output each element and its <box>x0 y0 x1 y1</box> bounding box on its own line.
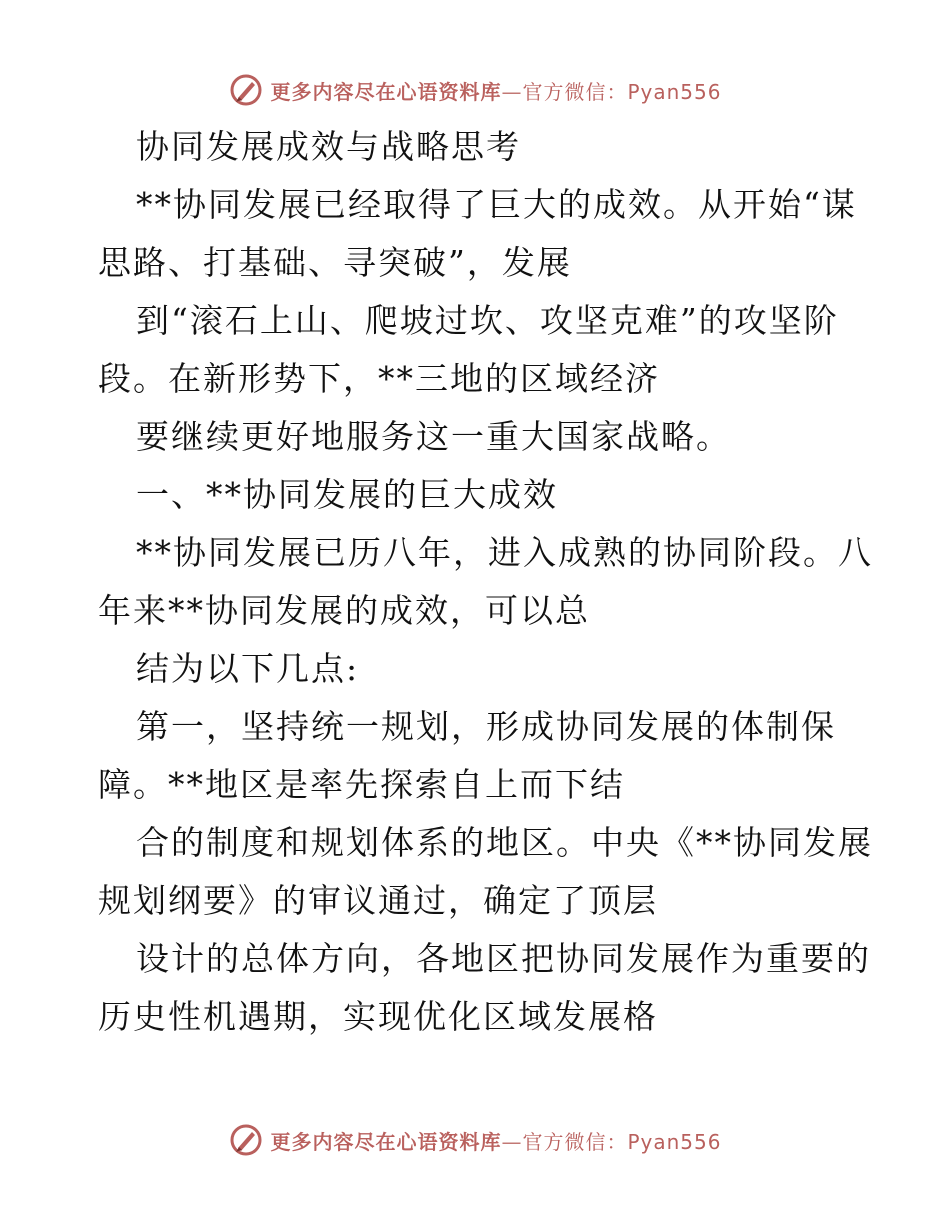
watermark-suffix: 官方微信：Pyan556 <box>522 1129 722 1154</box>
pen-logo-icon <box>228 1122 264 1158</box>
watermark-separator: — <box>501 1129 523 1154</box>
text-line: 障。**地区是率先探索自上而下结 <box>98 765 625 804</box>
text-line: 年来**协同发展的成效，可以总 <box>98 591 590 630</box>
text-line: 一、**协同发展的巨大成效 <box>136 475 558 514</box>
pen-logo-icon <box>228 72 264 108</box>
text-line: **协同发展已经取得了巨大的成效。从开始“谋 <box>136 185 857 224</box>
watermark-suffix: 官方微信：Pyan556 <box>522 79 722 104</box>
text-line: 第一，坚持统一规划，形成协同发展的体制保 <box>136 707 836 746</box>
text-line: 协同发展成效与战略思考 <box>136 127 521 166</box>
text-line: **协同发展已历八年，进入成熟的协同阶段。八 <box>136 533 873 572</box>
text-line: 思路、打基础、寻突破”，发展 <box>98 243 572 282</box>
document-body <box>98 118 873 1046</box>
text-line: 要继续更好地服务这一重大国家战略。 <box>136 417 731 456</box>
text-line: 规划纲要》的审议通过，确定了顶层 <box>98 881 658 920</box>
text-line: 到“滚石上山、爬坡过坎、攻坚克难”的攻坚阶 <box>136 301 839 340</box>
text-line: 段。在新形势下，**三地的区域经济 <box>98 359 660 398</box>
watermark-separator: — <box>501 79 523 104</box>
text-line: 结为以下几点: <box>136 649 360 688</box>
watermark-text <box>270 1126 721 1155</box>
footer-watermark <box>0 1120 950 1160</box>
text-line: 设计的总体方向，各地区把协同发展作为重要的 <box>136 939 871 978</box>
text-line: 历史性机遇期，实现优化区域发展格 <box>98 997 658 1036</box>
watermark-text <box>270 76 721 105</box>
watermark-main-text: 更多内容尽在心语资料库 <box>270 1129 502 1154</box>
watermark-main-text: 更多内容尽在心语资料库 <box>270 79 502 104</box>
header-watermark <box>0 70 950 110</box>
text-line: 合的制度和规划体系的地区。中央《**协同发展 <box>136 823 873 862</box>
